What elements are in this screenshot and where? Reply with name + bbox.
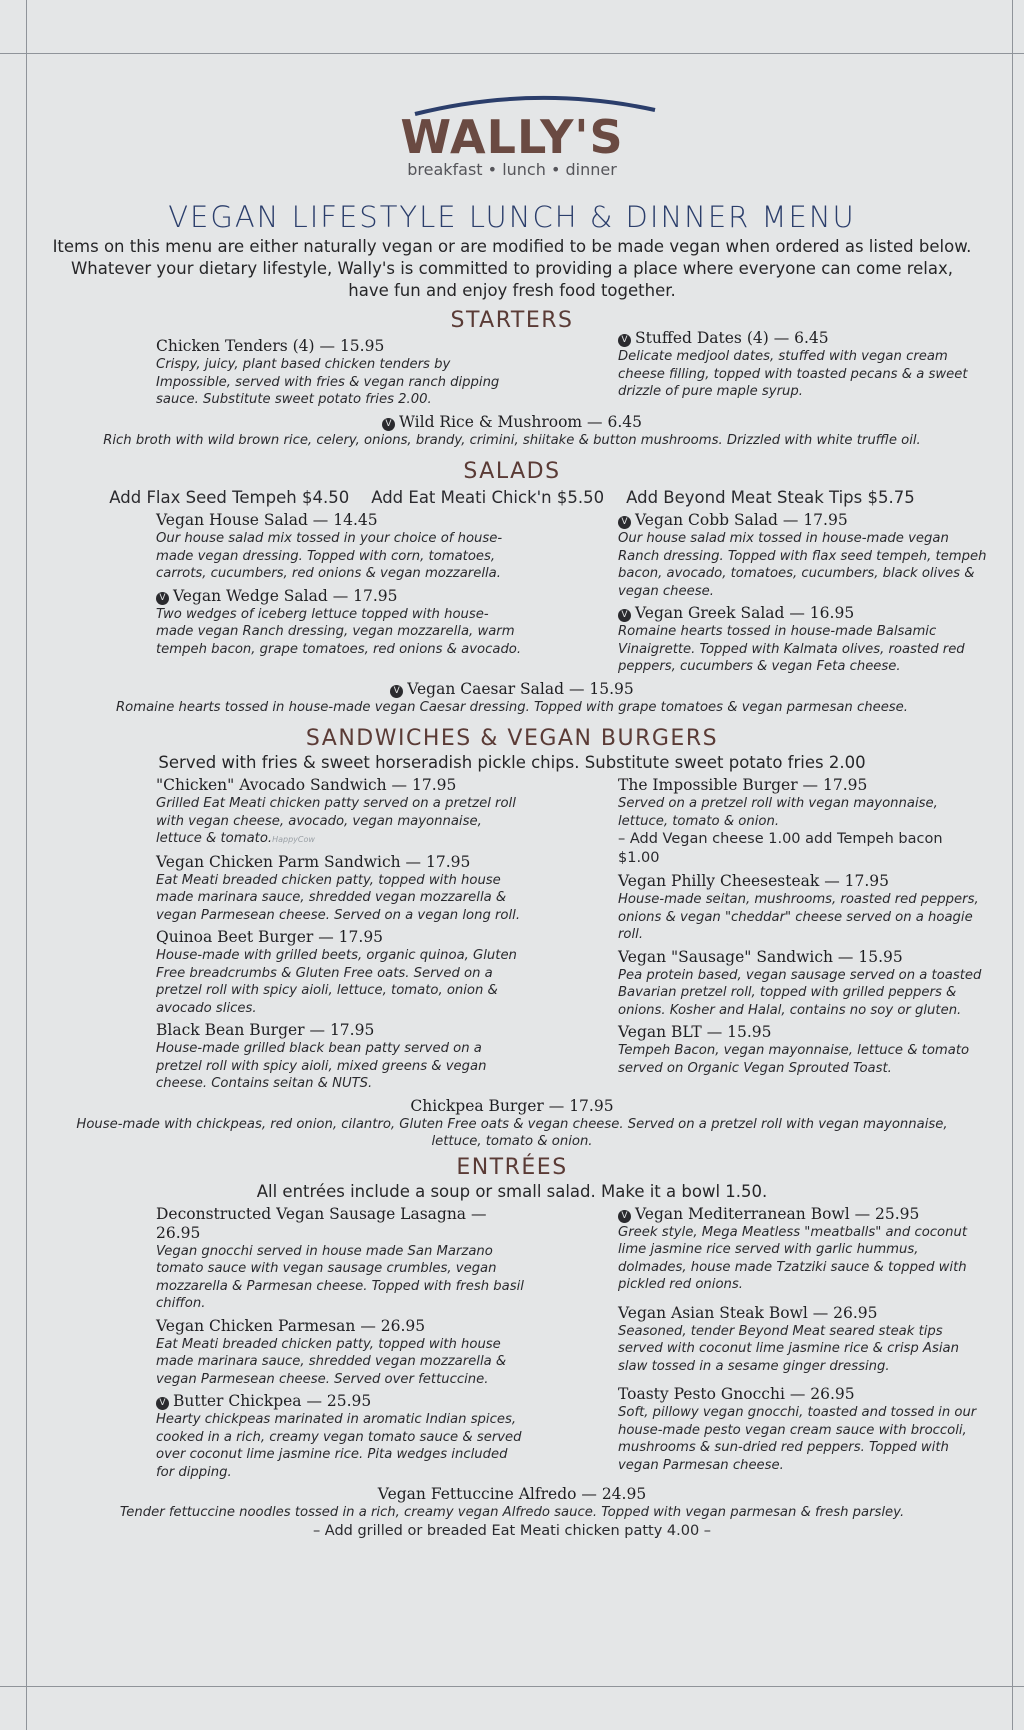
vegan-mark-icon: V — [382, 418, 395, 431]
menu-item — [618, 1304, 988, 1376]
item-description: Crispy, juicy, plant based chicken tenders by Impossible, served with fries & vegan ranch dipping sauce. Substitute sweet potato fries 2.00. — [156, 357, 500, 407]
item-name: Chickpea Burger — 17.95 — [410, 1096, 614, 1115]
item-description: Rich broth with wild brown rice, celery, onions, brandy, crimini, shiitake & button mushrooms. Drizzled with white truffle oil. — [103, 432, 921, 448]
salads-columns — [30, 507, 994, 676]
item-name: Stuffed Dates (4) — 6.45 — [635, 329, 829, 347]
item-name: Vegan House Salad — 14.45 — [156, 511, 378, 529]
item-name: Vegan Philly Cheesesteak — 17.95 — [618, 872, 890, 890]
item-name-row — [30, 680, 994, 699]
menu-item — [156, 587, 526, 659]
item-description: Tempeh Bacon, vegan mayonnaise, lettuce & tomato served on Organic Vegan Sprouted Toast. — [618, 1043, 970, 1076]
item-name: Vegan Chicken Parmesan — 26.95 — [156, 1316, 426, 1335]
sandwiches-left-column — [156, 772, 526, 1093]
entrees-columns — [30, 1201, 994, 1482]
menu-item-centered — [30, 680, 994, 717]
logo-tagline: breakfast • lunch • dinner — [407, 160, 617, 179]
item-name: Vegan Asian Steak Bowl — 26.95 — [618, 1303, 878, 1322]
item-description: Our house salad mix tossed in your choice of house-made vegan dressing. Topped with corn, tomatoes, carrots, cucumbers, red onions & vegan mozzarella. — [156, 531, 503, 581]
item-name: Vegan Wedge Salad — 17.95 — [173, 586, 398, 605]
entrees-right-column — [618, 1201, 988, 1482]
item-name-row — [156, 587, 526, 606]
item-name: Vegan Fettuccine Alfredo — 24.95 — [377, 1485, 647, 1503]
frame-line-bottom — [0, 1686, 1024, 1687]
item-description: House-made with chickpeas, red onion, cilantro, Gluten Free oats & vegan cheese. Served on a pretzel roll with vegan mayonnaise, lettuce, tomato & onion. — [76, 1116, 948, 1149]
section-heading-sandwiches: SANDWICHES & VEGAN BURGERS — [305, 726, 719, 751]
entrees-subline: All entrées include a soup or small salad. Make it a bowl 1.50. — [256, 1181, 768, 1201]
item-name: Vegan Mediterranean Bowl — 25.95 — [635, 1204, 920, 1223]
vegan-mark-icon: V — [618, 1210, 631, 1223]
starters-right-column — [618, 329, 988, 409]
item-description: Eat Meati breaded chicken patty, topped with house made marinara sauce, shredded vegan mozzarella & vegan Parmesean cheese. Served on a vegan long roll. — [156, 872, 521, 923]
menu-item-centered — [30, 413, 994, 450]
item-addon-note: – Add Vegan cheese 1.00 add Tempeh bacon $1.00 — [618, 831, 943, 866]
section-heading-entrees: ENTRÉES — [456, 1154, 568, 1180]
item-name: "Chicken" Avocado Sandwich — 17.95 — [156, 776, 457, 794]
item-description: Romaine hearts tossed in house-made vegan Caesar dressing. Topped with grape tomatoes & vegan parmesan cheese. — [116, 699, 908, 715]
item-name-row — [618, 1205, 988, 1224]
logo-name: WALLY'S — [400, 110, 624, 164]
item-name: Vegan BLT — 15.95 — [618, 1023, 772, 1041]
salads-right-column — [618, 507, 988, 676]
item-name-row — [156, 1392, 526, 1411]
item-name: Vegan Caesar Salad — 15.95 — [407, 679, 634, 698]
menu-title: VEGAN LIFESTYLE LUNCH & DINNER MENU — [168, 200, 856, 234]
starters-left-column — [156, 333, 526, 409]
vegan-mark-icon: V — [618, 609, 631, 622]
menu-item — [618, 511, 988, 600]
section-heading-salads: SALADS — [463, 459, 561, 484]
item-name: Deconstructed Vegan Sausage Lasagna — 26.95 — [156, 1204, 487, 1242]
frame-line-right — [1012, 0, 1013, 1730]
menu-item — [618, 329, 988, 401]
logo — [30, 60, 994, 179]
item-description: House-made seitan, mushrooms, roasted red peppers, onions & vegan "cheddar" cheese served on a hoagie roll. — [618, 892, 979, 942]
item-name: The Impossible Burger — 17.95 — [618, 776, 868, 794]
item-description: Tender fettuccine noodles tossed in a rich, creamy vegan Alfredo sauce. Topped with vegan parmesan & fresh parsley. — [119, 1505, 905, 1520]
menu-item — [618, 872, 988, 944]
vegan-mark-icon: V — [618, 516, 631, 529]
menu-item-centered — [30, 1097, 994, 1151]
menu-item — [618, 948, 988, 1020]
vegan-mark-icon: V — [156, 592, 169, 605]
menu-item — [618, 776, 988, 868]
item-name: Wild Rice & Mushroom — 6.45 — [399, 412, 642, 431]
menu-item-centered — [30, 1485, 994, 1541]
menu-page — [30, 60, 994, 1541]
menu-item — [156, 1317, 526, 1389]
frame-line-top — [0, 53, 1024, 54]
item-name: Quinoa Beet Burger — 17.95 — [156, 928, 384, 946]
salad-addons — [30, 488, 994, 507]
item-name-row — [618, 604, 988, 623]
item-description: Served on a pretzel roll with vegan mayonnaise, lettuce, tomato & onion. — [618, 796, 938, 829]
menu-item — [618, 1385, 988, 1474]
item-description: Our house salad mix tossed in house-made vegan Ranch dressing. Topped with flax seed tempeh, tempeh bacon, avocado, tomatoes, cucumbers, black olives & vegan cheese. — [618, 531, 987, 599]
item-description: Seasoned, tender Beyond Meat seared steak tips served with coconut lime jasmine rice & crisp Asian slaw tossed in a sesame ginger dressing. — [618, 1323, 959, 1374]
addon-item: Add Eat Meati Chick'n $5.50 — [371, 488, 605, 507]
item-name: Chicken Tenders (4) — 15.95 — [156, 337, 385, 355]
item-description: Greek style, Mega Meatless "meatballs" and coconut lime jasmine rice served with garlic hummus, dolmades, house made Tzatziki sauce & topped with pickled red onions. — [618, 1224, 968, 1292]
section-heading-starters: STARTERS — [450, 308, 574, 333]
item-name: Vegan "Sausage" Sandwich — 15.95 — [618, 947, 903, 966]
sandwiches-right-column — [618, 772, 988, 1093]
vegan-mark-icon: V — [156, 1397, 169, 1410]
menu-item — [156, 853, 526, 925]
entrees-left-column — [156, 1201, 526, 1482]
menu-item — [156, 1392, 526, 1481]
item-name: Black Bean Burger — 17.95 — [156, 1021, 375, 1039]
menu-item — [156, 337, 526, 409]
menu-item — [156, 511, 526, 583]
menu-item — [618, 604, 988, 676]
item-addon-note: – Add grilled or breaded Eat Meati chicken patty 4.00 – — [312, 1522, 712, 1539]
item-description: Delicate medjool dates, stuffed with vegan cream cheese filling, topped with toasted pecans & a sweet drizzle of pure maple syrup. — [618, 349, 968, 399]
item-description: Vegan gnocchi served in house made San Marzano tomato sauce with vegan sausage crumbles, vegan mozzarella & Parmesan cheese. Topped with fresh basil chiffon. — [156, 1243, 524, 1311]
sandwiches-columns — [30, 772, 994, 1093]
sandwiches-subline: Served with fries & sweet horseradish pickle chips. Substitute sweet potato fries 2.00 — [158, 753, 866, 772]
vegan-mark-icon: V — [618, 334, 631, 347]
item-description: Eat Meati breaded chicken patty, topped with house made marinara sauce, shredded vegan mozzarella & vegan Parmesean cheese. Served over fettuccine. — [156, 1336, 507, 1387]
item-description: Pea protein based, vegan sausage served on a toasted Bavarian pretzel roll, topped with grilled peppers & onions. Kosher and Halal, contains no soy or gluten. — [618, 967, 982, 1018]
item-description-text: Grilled Eat Meati chicken patty served on a pretzel roll with vegan cheese, avocado, vegan mayonnaise, lettuce & tomato. — [156, 796, 516, 846]
menu-item — [156, 1021, 526, 1093]
menu-item — [156, 776, 526, 849]
menu-item — [618, 1023, 988, 1077]
item-description: House-made with grilled beets, organic quinoa, Gluten Free breadcrumbs & Gluten Free oats. Served on a pretzel roll with spicy aioli, lettuce, tomato, onion & avocado slices. — [156, 948, 517, 1016]
vegan-mark-icon: V — [390, 685, 403, 698]
item-name-row — [618, 329, 988, 348]
item-description: Romaine hearts tossed in house-made Balsamic Vinaigrette. Topped with Kalmata olives, roasted red peppers, cucumbers & vegan Feta cheese. — [618, 624, 965, 674]
watermark: HappyCow — [272, 835, 315, 844]
menu-item — [156, 1205, 526, 1313]
salads-left-column — [156, 507, 526, 676]
menu-item — [156, 928, 526, 1017]
menu-intro: Items on this menu are either naturally vegan or are modified to be made vegan when ordered as listed below. Whatever your dietary lifestyle, Wally's is committed to providing a place where everyone can come relax, have fun and enjoy fresh food together. — [52, 237, 972, 300]
item-description — [156, 795, 526, 849]
item-name-row — [618, 511, 988, 530]
item-name: Vegan Greek Salad — 16.95 — [635, 604, 855, 622]
item-name: Vegan Chicken Parm Sandwich — 17.95 — [156, 852, 471, 871]
item-description: Soft, pillowy vegan gnocchi, toasted and tossed in our house-made pesto vegan cream sauce with broccoli, mushrooms & sun-dried red peppers. Topped with vegan Parmesan cheese. — [618, 1405, 977, 1473]
addon-item: Add Beyond Meat Steak Tips $5.75 — [626, 488, 915, 507]
item-name: Butter Chickpea — 25.95 — [173, 1392, 372, 1410]
item-description: Two wedges of iceberg lettuce topped with house-made vegan Ranch dressing, vegan mozzarella, warm tempeh bacon, grape tomatoes, red onions & avocado. — [156, 606, 522, 657]
menu-item — [618, 1205, 988, 1294]
item-name-row — [30, 413, 994, 432]
frame-line-left — [26, 0, 27, 1730]
item-name: Vegan Cobb Salad — 17.95 — [635, 511, 848, 529]
item-description: Hearty chickpeas marinated in aromatic Indian spices, cooked in a rich, creamy vegan tomato sauce & served over coconut lime jasmine rice. Pita wedges included for dipping. — [156, 1412, 522, 1480]
item-description: House-made grilled black bean patty served on a pretzel roll with spicy aioli, mixed greens & vegan cheese. Contains seitan & NUTS. — [156, 1041, 487, 1091]
addon-item: Add Flax Seed Tempeh $4.50 — [109, 488, 350, 507]
item-name: Toasty Pesto Gnocchi — 26.95 — [618, 1385, 855, 1403]
starters-columns — [30, 329, 994, 409]
